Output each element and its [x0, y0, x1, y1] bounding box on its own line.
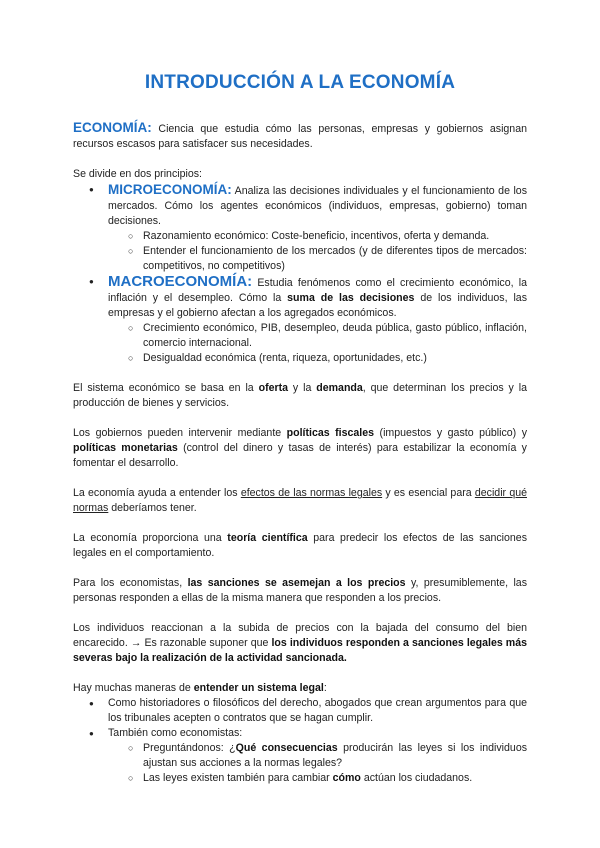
- text: y la: [288, 382, 317, 394]
- list-item: [108, 741, 527, 771]
- text: Las leyes existen también para cambiar: [143, 772, 333, 784]
- principles-intro: Se divide en dos principios:: [73, 168, 202, 180]
- list-item: ○ Desigualdad económica (renta, riqueza, oportunidades, etc.): [108, 351, 527, 366]
- text: , que determinan los precios y la producción de bienes y servicios.: [73, 382, 527, 409]
- text: Preguntándonos: ¿: [143, 742, 236, 754]
- ways-list: [73, 696, 527, 786]
- macro-text-end: de los individuos, las empresas y el gobierno afectan a los agregados económicos.: [108, 292, 527, 319]
- underlined-text: efectos de las normas legales: [240, 487, 383, 499]
- micro-text: Analiza las decisiones individuales y el funcionamiento de los mercados. Cómo los agentes económicos (individuos, empresas, gobierno) toman decisiones.: [108, 185, 527, 227]
- bold-text: demanda: [316, 382, 363, 394]
- document-title: INTRODUCCIÓN A LA ECONOMÍA: [144, 72, 456, 93]
- text: Los individuos reaccionan a la subida de precios con la bajada del consumo del bien encarecido. → Es razonable suponer que: [73, 622, 527, 649]
- text: producirán las leyes si los individuos ajustan sus acciones a la normas legales?: [143, 742, 528, 769]
- text: para predecir los efectos de las sanciones legales en el comportamiento.: [73, 532, 527, 559]
- text: También como economistas:: [108, 727, 243, 739]
- bold-text: Qué consecuencias: [235, 742, 338, 754]
- list-item: ○ Crecimiento económico, PIB, desempleo, deuda pública, gasto público, inflación, comercio internacional.: [108, 321, 527, 351]
- underlined-text: decidir qué normas: [73, 487, 527, 514]
- text: :: [323, 682, 327, 694]
- text: (control del dinero y tasas de interés) para estabilizar la economía y fomentar el desarrollo.: [73, 442, 527, 469]
- macro-bold: suma de las decisiones: [287, 292, 415, 304]
- bold-text: políticas fiscales: [286, 427, 375, 439]
- list-item-micro: [73, 182, 527, 274]
- micro-term: MICROECONOMÍA:: [108, 182, 232, 197]
- paragraph-sanctions-prices: [73, 576, 527, 606]
- text: La economía ayuda a entender los: [73, 487, 241, 499]
- list-item: ○ Razonamiento económico: Coste-beneficio, incentivos, oferta y demanda.: [108, 229, 527, 244]
- text: y, presumiblemente, las personas responden a ellas de la misma manera que responden a los precios.: [73, 577, 527, 604]
- bold-text: teoría científica: [227, 532, 308, 544]
- text: (impuestos y gasto público) y: [374, 427, 527, 439]
- document-body: [73, 120, 527, 786]
- text: La economía proporciona una: [73, 532, 228, 544]
- macro-term: MACROECONOMÍA:: [108, 273, 253, 290]
- list-item: ○ Entender el funcionamiento de los mercados (y de diferentes tipos de mercados: competitivos, no competitivos): [108, 244, 527, 274]
- principles-list: [73, 182, 527, 366]
- text: Los gobiernos pueden intervenir mediante: [73, 427, 287, 439]
- bold-text: oferta: [258, 382, 289, 394]
- economists-sublist: [108, 741, 527, 786]
- paragraph-scientific-theory: [73, 531, 527, 561]
- bold-text: las sanciones se asemejan a los precios: [187, 577, 406, 589]
- text: actúan los ciudadanos.: [360, 772, 473, 784]
- text: El sistema económico se basa en la: [73, 382, 259, 394]
- paragraph-individuals-react: [73, 621, 527, 666]
- economy-definition-text: Ciencia que estudia cómo las personas, empresas y gobiernos asignan recursos escasos para satisfacer sus necesidades.: [73, 123, 527, 150]
- list-item-economists: [73, 726, 527, 786]
- list-item: ● Como historiadores o filosóficos del derecho, abogados que crean argumentos para que los tribunales acepten o contratos que se hagan cumplir.: [73, 696, 527, 726]
- text: Para los economistas,: [73, 577, 188, 589]
- list-item-macro: [73, 274, 527, 366]
- bold-text: políticas monetarias: [73, 442, 178, 454]
- macro-text: Estudia fenómenos como el crecimiento económico, la inflación y el desempleo. Cómo la: [108, 277, 527, 304]
- paragraph-legal-norms: [73, 486, 527, 516]
- economy-term: ECONOMÍA:: [73, 120, 152, 135]
- bold-text: cómo: [332, 772, 361, 784]
- paragraph-economic-system: [73, 381, 527, 411]
- macro-sublist: [108, 321, 527, 366]
- text: Hay muchas maneras de: [73, 682, 194, 694]
- economy-definition: [73, 120, 527, 152]
- paragraph-legal-system-ways: [73, 681, 527, 696]
- text: y es esencial para: [382, 487, 475, 499]
- paragraph-government: [73, 426, 527, 471]
- micro-sublist: [108, 229, 527, 274]
- text: deberíamos tener.: [108, 502, 197, 514]
- bold-text: entender un sistema legal: [193, 682, 324, 694]
- list-item: [108, 771, 527, 786]
- bold-text: los individuos responden a sanciones legales más severas bajo la realización de la actividad sancionada.: [73, 637, 527, 664]
